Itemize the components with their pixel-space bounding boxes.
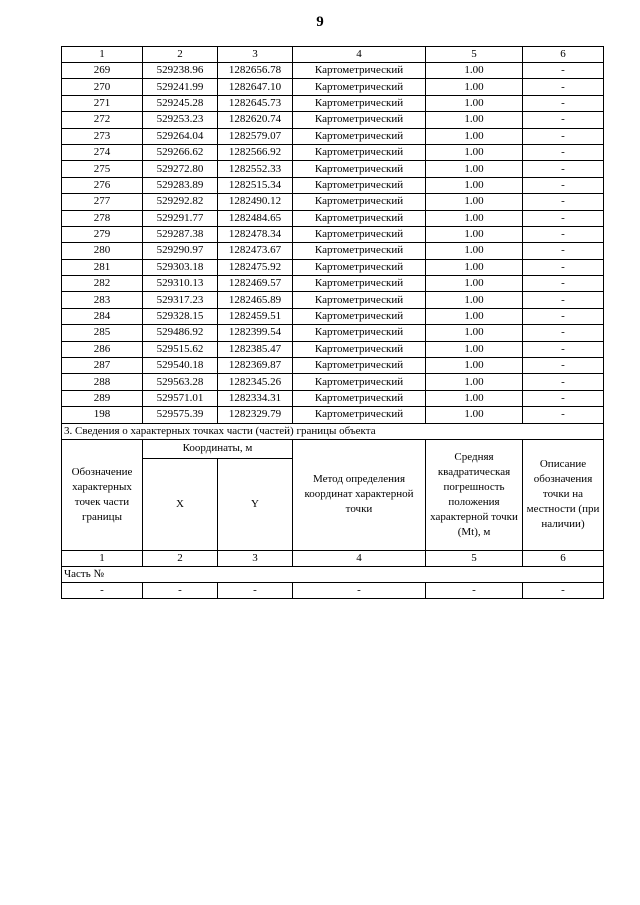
table-cell: 529563.28 [143,374,218,390]
table-cell: 1.00 [426,112,523,128]
table-cell: 1282620.74 [218,112,293,128]
table-cell: Картометрический [293,95,426,111]
table-cell: - [523,374,604,390]
table-row [62,210,604,226]
table-row [62,243,604,259]
table-cell: - [523,308,604,324]
column-number: 5 [426,550,523,566]
table-cell: - [523,210,604,226]
table-cell: - [523,325,604,341]
table-cell: 272 [62,112,143,128]
table-cell: 1282478.34 [218,226,293,242]
column-number: 4 [293,550,426,566]
table-cell: 1282566.92 [218,144,293,160]
section-title-row [62,423,604,439]
table-cell: - [523,112,604,128]
table-cell: - [523,144,604,160]
table-cell: - [523,358,604,374]
part-label: Часть № [62,566,604,582]
table-cell: 1.00 [426,210,523,226]
table-cell: 289 [62,390,143,406]
table-row [62,161,604,177]
table-row [62,276,604,292]
table-cell: 529283.89 [143,177,218,193]
table-cell: Картометрический [293,161,426,177]
table-cell: 1282473.67 [218,243,293,259]
table-cell: 275 [62,161,143,177]
table-cell: 278 [62,210,143,226]
table-cell: Картометрический [293,128,426,144]
table-cell: - [218,582,293,598]
column-number: 2 [143,47,218,63]
table-cell: 1.00 [426,358,523,374]
table-cell: 1282459.51 [218,308,293,324]
column-number: 3 [218,47,293,63]
table-cell: 1.00 [426,63,523,79]
table-cell: 1282484.65 [218,210,293,226]
table-row [62,292,604,308]
table-cell: 285 [62,325,143,341]
table-cell: Картометрический [293,390,426,406]
table-cell: 529266.62 [143,144,218,160]
part-label-row [62,566,604,582]
column-number: 1 [62,47,143,63]
header-method: Метод определения координат характерной точки [293,439,426,550]
table-cell: Картометрический [293,79,426,95]
table-cell: 288 [62,374,143,390]
table-cell: 1.00 [426,390,523,406]
table-cell: 1282345.26 [218,374,293,390]
section-title: 3. Сведения о характерных точках части (частей) границы объекта [62,423,604,439]
table-row [62,226,604,242]
table-cell: Картометрический [293,374,426,390]
column-number: 4 [293,47,426,63]
table-cell: - [523,226,604,242]
table-cell: - [523,79,604,95]
table-cell: 269 [62,63,143,79]
table-row [62,194,604,210]
table-cell: 1.00 [426,226,523,242]
header-y: Y [218,458,293,550]
table-cell: 529571.01 [143,390,218,406]
table-cell: - [523,161,604,177]
table-cell: - [523,292,604,308]
table-cell: 529486.92 [143,325,218,341]
table-row [62,63,604,79]
table-cell: 1282490.12 [218,194,293,210]
table-cell: 529515.62 [143,341,218,357]
table-cell: 1282515.34 [218,177,293,193]
header-description: Описание обозначения точки на местности (при наличии) [523,439,604,550]
table-cell: - [523,63,604,79]
header-point-label: Обозначение характерных точек части границы [62,439,143,550]
table-cell: - [143,582,218,598]
table-cell: 1.00 [426,79,523,95]
column-number: 2 [143,550,218,566]
table-row [62,308,604,324]
table-cell: Картометрический [293,226,426,242]
table-row [62,341,604,357]
table-cell: 270 [62,79,143,95]
table-cell: - [523,276,604,292]
table-cell: 1.00 [426,177,523,193]
table-cell: 529264.04 [143,128,218,144]
table-cell: 1282475.92 [218,259,293,275]
table-cell: 271 [62,95,143,111]
table-cell: 280 [62,243,143,259]
table-cell: 529291.77 [143,210,218,226]
table-cell: 1282656.78 [218,63,293,79]
coordinates-table [61,46,604,599]
table-cell: 276 [62,177,143,193]
table-cell: 1.00 [426,243,523,259]
table-cell: - [523,341,604,357]
column-number: 1 [62,550,143,566]
table-cell: 1.00 [426,325,523,341]
table-cell: - [523,582,604,598]
empty-data-row [62,582,604,598]
table-cell: 1282647.10 [218,79,293,95]
table-cell: 529303.18 [143,259,218,275]
table-cell: Картометрический [293,292,426,308]
table-row [62,374,604,390]
table-cell: 273 [62,128,143,144]
table-cell: Картометрический [293,210,426,226]
table-cell: 1.00 [426,128,523,144]
header-x: X [143,458,218,550]
table-cell: 529272.80 [143,161,218,177]
table-cell: Картометрический [293,243,426,259]
table-cell: Картометрический [293,259,426,275]
table-row [62,259,604,275]
column-number: 6 [523,550,604,566]
table-cell: 1.00 [426,161,523,177]
table-cell: 529241.99 [143,79,218,95]
table-cell: - [426,582,523,598]
table-cell: Картометрический [293,325,426,341]
table-cell: 1282329.79 [218,407,293,423]
table-cell: 286 [62,341,143,357]
table-cell: 1.00 [426,259,523,275]
table-cell: 1282579.07 [218,128,293,144]
table-cell: 1282369.87 [218,358,293,374]
column-number: 3 [218,550,293,566]
table-cell: - [62,582,143,598]
table-cell: 1282552.33 [218,161,293,177]
table-cell: 529310.13 [143,276,218,292]
table-cell: 529287.38 [143,226,218,242]
table-row [62,128,604,144]
table-cell: 529290.97 [143,243,218,259]
table-row [62,144,604,160]
table-row [62,95,604,111]
table-cell: - [523,128,604,144]
table-cell: 277 [62,194,143,210]
table-cell: Картометрический [293,358,426,374]
table-cell: Картометрический [293,407,426,423]
table-row [62,358,604,374]
table-cell: - [523,259,604,275]
table-cell: Картометрический [293,112,426,128]
table-cell: 198 [62,407,143,423]
table-cell: 1.00 [426,374,523,390]
table-cell: 1282469.57 [218,276,293,292]
table-cell: - [523,194,604,210]
table-cell: Картометрический [293,144,426,160]
table-cell: Картометрический [293,177,426,193]
table-cell: - [523,407,604,423]
table-cell: 274 [62,144,143,160]
table-cell: 283 [62,292,143,308]
table-cell: 529253.23 [143,112,218,128]
table-cell: 529540.18 [143,358,218,374]
table-cell: 1282465.89 [218,292,293,308]
page-number: 9 [316,14,324,30]
table-row [62,390,604,406]
table-cell: 1282385.47 [218,341,293,357]
table-cell: - [523,177,604,193]
table-cell: 1.00 [426,194,523,210]
header-coordinates: Координаты, м [143,439,293,458]
table-row [62,112,604,128]
table-cell: 1.00 [426,308,523,324]
table-cell: 1282334.31 [218,390,293,406]
table-cell: 1.00 [426,407,523,423]
table-cell: - [293,582,426,598]
table-cell: 529292.82 [143,194,218,210]
table-cell: 1.00 [426,95,523,111]
table-row [62,177,604,193]
table-cell: 1.00 [426,341,523,357]
table-cell: - [523,95,604,111]
column-number: 5 [426,47,523,63]
table-cell: 279 [62,226,143,242]
table-row [62,407,604,423]
column-number: 6 [523,47,604,63]
table-cell: Картометрический [293,194,426,210]
table-cell: 1.00 [426,292,523,308]
table-cell: Картометрический [293,341,426,357]
table-cell: Картометрический [293,276,426,292]
table-cell: 529575.39 [143,407,218,423]
table-row [62,325,604,341]
header-accuracy: Средняя квадратическая погрешность положения характерной точки (Mt), м [426,439,523,550]
table-row [62,79,604,95]
table-cell: 529328.15 [143,308,218,324]
table-cell: 529238.96 [143,63,218,79]
table-cell: 1282399.54 [218,325,293,341]
column-numbers-row [62,47,604,63]
table-cell: 529245.28 [143,95,218,111]
table-cell: 1.00 [426,144,523,160]
table-cell: - [523,243,604,259]
table-cell: 1.00 [426,276,523,292]
column-numbers-row-2 [62,550,604,566]
table-cell: 529317.23 [143,292,218,308]
table-cell: Картометрический [293,63,426,79]
table-cell: 287 [62,358,143,374]
table-cell: Картометрический [293,308,426,324]
table-cell: - [523,390,604,406]
table-cell: 282 [62,276,143,292]
table-cell: 281 [62,259,143,275]
header-row-1 [62,439,604,458]
table-cell: 1282645.73 [218,95,293,111]
table-cell: 284 [62,308,143,324]
